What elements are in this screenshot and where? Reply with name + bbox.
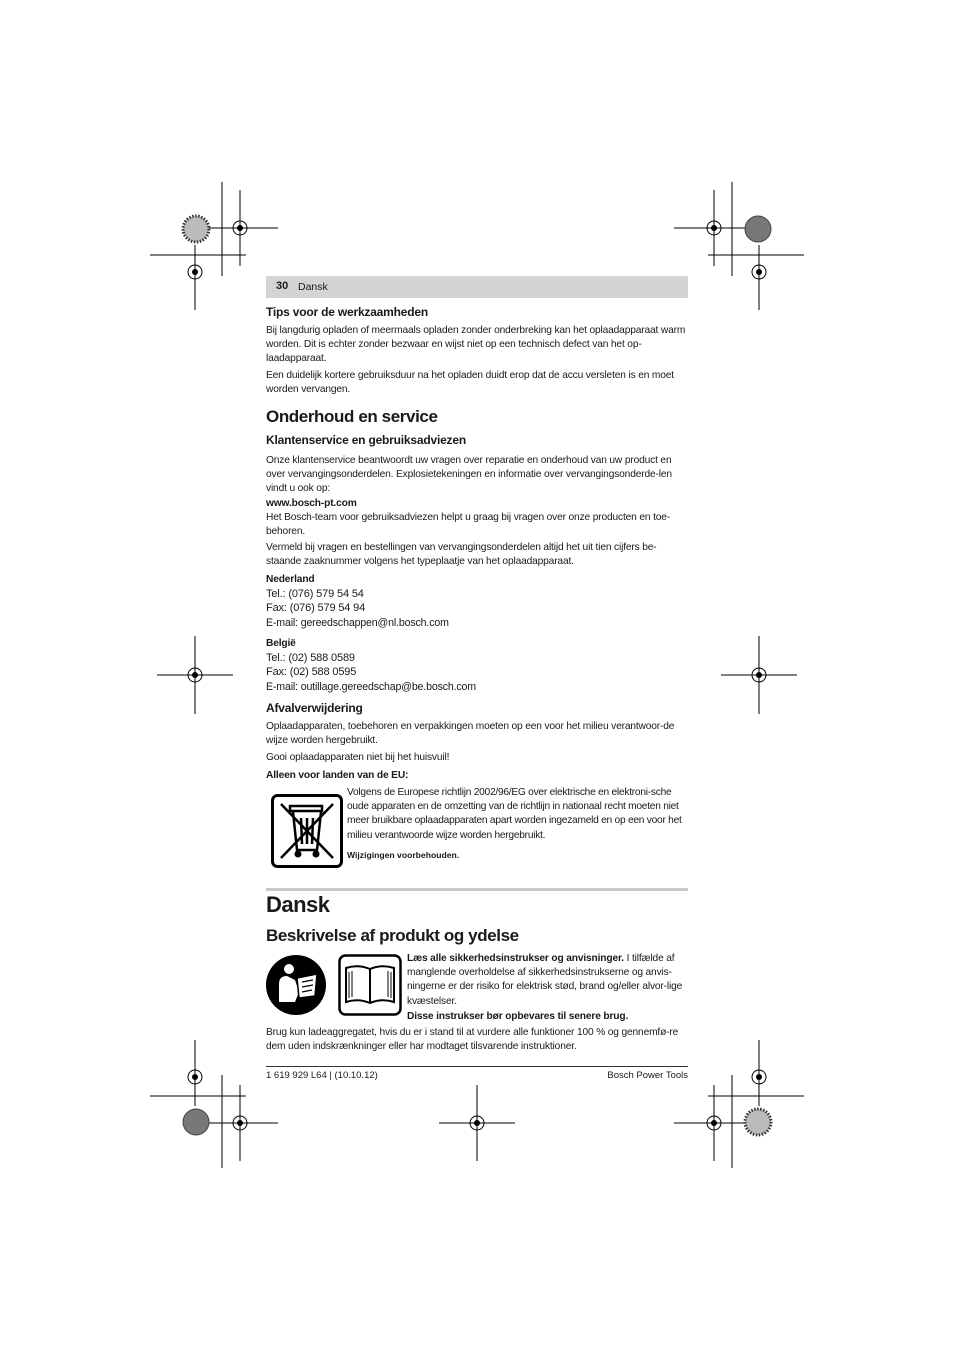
dansk-title: Dansk [266,892,330,917]
open-book-icon [338,954,402,1016]
contact-email[interactable]: E-mail: outillage.gereedschap@be.bosch.com [266,680,476,693]
dansk-warning-lead: Læs alle sikkerhedsinstrukser og anvisninger. [407,953,624,964]
disposal-paragraph-1: Oplaadapparaten, toebehoren en verpakkingen moeten op een voor het milieu verantwoor-de wijze worden hergebruikt. [266,721,675,747]
dansk-warning-body: I tilfælde af manglende overholdelse af sikkerhedsinstrukserne og anvis-ningerne er der risiko for elektrisk stød, brand og/eller alvor-lige kvæstelser. [407,953,683,1007]
disposal-section [266,701,688,783]
changes-note: Wijzigingen voorbehouden. [347,849,460,860]
service-heading: Onderhoud en service [266,407,438,426]
service-paragraph-3: Vermeld bij vragen en bestellingen van vervangingsonderdelen altijd het uit tien cijfers be-staande zaaknummer volgens het typeplaatje van het oplaadapparaat. [266,542,657,568]
dansk-usage-paragraph-wrap [266,1026,688,1054]
tips-paragraph-1: Bij langdurig opladen of meermaals opladen zonder onderbreking kan het oplaadapparaat warm worden. Dit is echter zonder bezwaar en wijst niet op een technisch defect van het op-laadapparaat. [266,325,686,365]
dansk-keep-note: Disse instrukser bør opbevares til senere brug. [407,1010,629,1022]
contact-fax: Fax: (02) 588 0595 [266,666,357,679]
contact-country: Nederland [266,574,315,585]
read-manual-person-icon [265,954,327,1016]
dansk-section [266,892,688,947]
contact-email[interactable]: E-mail: gereedschappen@nl.bosch.com [266,616,449,629]
disposal-eu-text: Volgens de Europese richtlijn 2002/96/EG over elektrische en elektroni-sche oude apparaten en de omzetting van de richtlijn in nationaal recht moeten niet meer bruikbare oplaadapparaten apart worden ingezameld en op een voor het milieu verantwoorde wijze worden hergebruikt. [347,787,682,841]
footer-document-number: 1 619 929 L64 | (10.10.12) [266,1070,378,1081]
contact-belgie [266,637,688,694]
footer-brand: Bosch Power Tools [607,1070,688,1081]
dansk-heading: Beskrivelse af produkt og ydelse [266,926,519,945]
disposal-eu-heading: Alleen voor landen van de EU: [266,769,409,781]
tips-heading: Tips voor de werkzaamheden [266,305,428,319]
service-paragraph-1: Onze klantenservice beantwoordt uw vragen over reparatie en onderhoud van uw product en over vervangingsonderdelen. Explosietekeningen en informatie over vervangingsonderde-len vindt u ook op: [266,455,672,495]
crossed-out-wheelie-bin-icon [271,794,343,868]
disposal-eu-block [347,786,689,860]
dansk-warning-block [407,952,689,1024]
contact-nederland [266,573,688,630]
service-website-link[interactable]: www.bosch-pt.com [266,497,357,509]
page-number: 30 [276,280,289,292]
dansk-usage-paragraph: Brug kun ladeaggregatet, hvis du er i stand til at vurdere alle funktioner 100 % og gennemfø-re dem uden indskrænkninger eller har modtaget tilsvarende instruktioner. [266,1027,679,1053]
contact-fax: Fax: (076) 579 54 94 [266,602,366,615]
dansk-warning-text [407,952,689,1009]
disposal-heading: Afvalverwijdering [266,701,363,715]
page-footer [266,1066,688,1081]
page-language-label: Dansk [298,281,328,293]
disposal-paragraph-2: Gooi oplaadapparaten niet bij het huisvuil! [266,752,450,764]
service-paragraph-2: Het Bosch-team voor gebruiksadviezen helpt u graag bij vragen over onze producten en toe-behoren. [266,511,671,538]
page-header-bar [266,276,688,298]
tips-section [266,305,688,397]
service-section [266,406,688,570]
tips-paragraph-2: Een duidelijk kortere gebruiksduur na het opladen duidt erop dat de accu versleten is en moet worden vervangen. [266,369,674,395]
contact-tel: Tel.: (076) 579 54 54 [266,588,364,601]
contact-tel: Tel.: (02) 588 0589 [266,652,355,665]
service-sub-heading: Klantenservice en gebruiksadviezen [266,433,466,447]
section-divider [266,888,688,891]
contact-country: België [266,638,296,649]
